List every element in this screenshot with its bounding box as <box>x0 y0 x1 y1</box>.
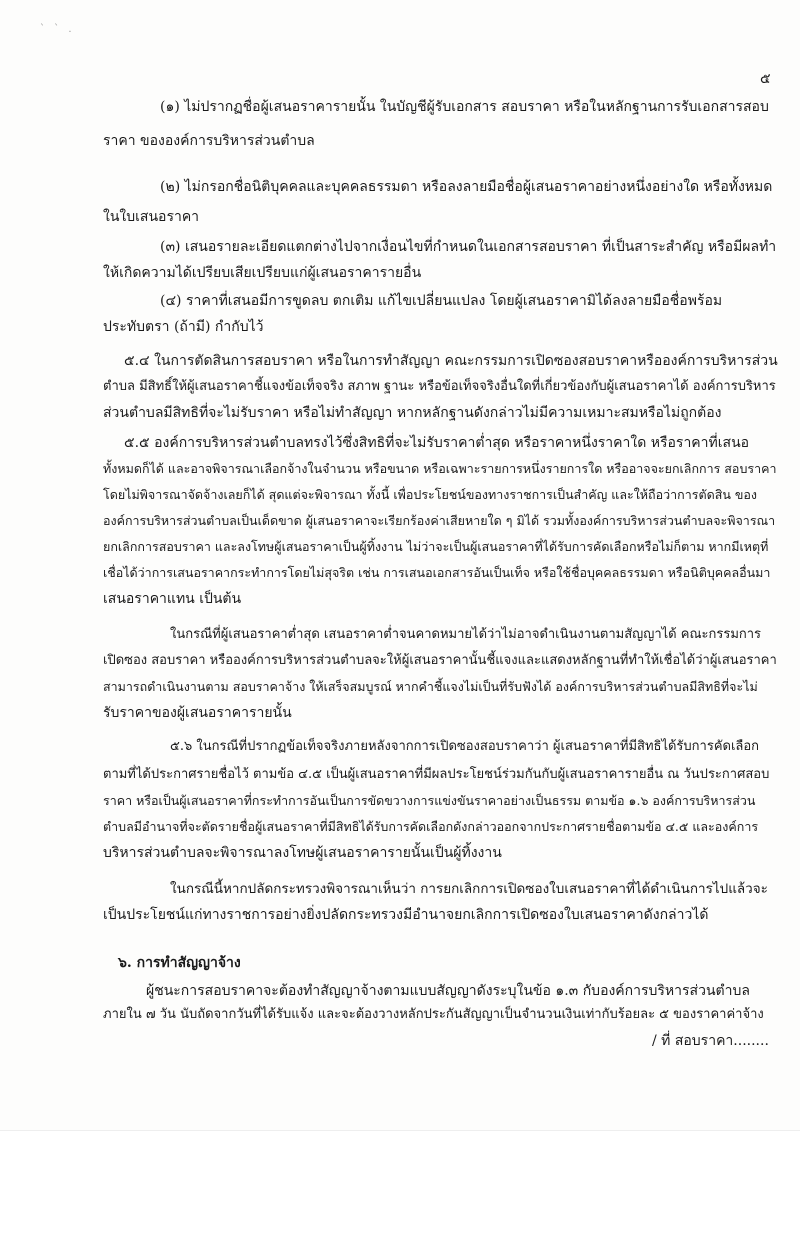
text-line: ๕.๔ ในการตัดสินการสอบราคา หรือในการทำสัญญา คณะกรรมการเปิดซองสอบราคาหรือองค์การบริหารส่วน <box>124 353 778 369</box>
text-line: เป็นประโยชน์แก่ทางราชการอย่างยิ่งปลัดกระทรวงมีอำนาจยกเลิกการเปิดซองใบเสนอราคาดังกล่าวได้ <box>103 907 709 923</box>
text-line: ๕.๕ องค์การบริหารส่วนตำบลทรงไว้ซึ่งสิทธิที่จะไม่รับราคาต่ำสุด หรือราคาหนึ่งราคาใด หรือราคาที่เสนอ <box>124 435 750 451</box>
text-line: ตำบลมีอำนาจที่จะตัดรายชื่อผู้เสนอราคาที่มีสิทธิได้รับการคัดเลือกดังกล่าวออกจากประกาศรายชื่อตามข้อ ๔.๕ และองค์การ <box>103 819 759 834</box>
text-line: (๑) ไม่ปรากฏชื่อผู้เสนอราคารายนั้น ในบัญชีผู้รับเอกสาร สอบราคา หรือในหลักฐานการรับเอกสารสอบ <box>160 99 769 115</box>
text-line: สามารถดำเนินงานตาม สอบราคาจ้าง ให้เสร็จสมบูรณ์ หากคำชี้แจงไม่เป็นที่รับฟังได้ องค์การบริหารส่วนตำบลมีสิทธิที่จะไม่ <box>103 679 758 694</box>
text-line: ภายใน ๗ วัน นับถัดจากวันที่ได้รับแจ้ง และจะต้องวางหลักประกันสัญญาเป็นจำนวนเงินเท่ากับร้อยละ ๕ ของราคาค่าจ้าง <box>103 1007 764 1022</box>
text-line: เสนอราคาแทน เป็นต้น <box>103 591 242 607</box>
text-line: เชื่อได้ว่าการเสนอราคากระทำการโดยไม่สุจริต เช่น การเสนอเอกสารอันเป็นเท็จ หรือใช้ชื่อบุคคลธรรมดา หรือนิติบุคคลอื่นมา <box>103 565 771 580</box>
text-line: เปิดซอง สอบราคา หรือองค์การบริหารส่วนตำบลจะให้ผู้เสนอราคานั้นชี้แจงและแสดงหลักฐานที่ทำให้เชื่อได้ว่าผู้เสนอราคา <box>103 653 777 668</box>
page-edge <box>0 1130 800 1131</box>
text-line: ผู้ชนะการสอบราคาจะต้องทำสัญญาจ้างตามแบบสัญญาดังระบุในข้อ ๑.๓ กับองค์การบริหารส่วนตำบล <box>146 983 750 999</box>
continuation-note: / ที่ สอบราคา........ <box>652 1033 769 1049</box>
scan-corner-mark: ` ` . <box>40 24 75 35</box>
text-line: ตามที่ได้ประกาศรายชื่อไว้ ตามข้อ ๔.๕ เป็นผู้เสนอราคาที่มีผลประโยชน์ร่วมกันกับผู้เสนอราคารายอื่น ณ วันประกาศสอบ <box>103 767 770 782</box>
text-line: บริหารส่วนตำบลจะพิจารณาลงโทษผู้เสนอราคารายนั้นเป็นผู้ทิ้งงาน <box>103 845 502 861</box>
section-heading: ๖. การทำสัญญาจ้าง <box>118 955 241 971</box>
text-line: รับราคาของผู้เสนอราคารายนั้น <box>103 705 292 721</box>
text-line: โดยไม่พิจารณาจัดจ้างเลยก็ได้ สุดแต่จะพิจารณา ทั้งนี้ เพื่อประโยชน์ของทางราชการเป็นสำคัญ และให้ถือว่าการตัดสิน ของ <box>103 487 757 502</box>
page-number: ๕ <box>760 71 771 87</box>
text-line: ในกรณีนี้หากปลัดกระทรวงพิจารณาเห็นว่า การยกเลิกการเปิดซองใบเสนอราคาที่ได้ดำเนินการไปแล้วจะ <box>170 881 768 897</box>
text-line: (๒) ไม่กรอกชื่อนิติบุคคลและบุคคลธรรมดา หรือลงลายมือชื่อผู้เสนอราคาอย่างหนึ่งอย่างใด หรือทั้งหมด <box>160 179 773 195</box>
text-line: ประทับตรา (ถ้ามี) กำกับไว้ <box>103 319 264 335</box>
text-line: (๔) ราคาที่เสนอมีการขูดลบ ตกเติม แก้ไขเปลี่ยนแปลง โดยผู้เสนอราคามิได้ลงลายมือชื่อพร้อม <box>160 293 723 309</box>
text-line: (๓) เสนอรายละเอียดแตกต่างไปจากเงื่อนไขที่กำหนดในเอกสารสอบราคา ที่เป็นสาระสำคัญ หรือมีผลทำ <box>160 239 777 255</box>
text-line: ส่วนตำบลมีสิทธิที่จะไม่รับราคา หรือไม่ทำสัญญา หากหลักฐานดังกล่าวไม่มีความเหมาะสมหรือไม่ถูกต้อง <box>103 405 722 421</box>
text-line: ทั้งหมดก็ได้ และอาจพิจารณาเลือกจ้างในจำนวน หรือขนาด หรือเฉพาะรายการหนึ่งรายการใด หรืออาจจะยกเลิกการ สอบราคา <box>103 461 777 476</box>
text-line: ราคา หรือเป็นผู้เสนอราคาที่กระทำการอันเป็นการขัดขวางการแข่งขันราคาอย่างเป็นธรรม ตามข้อ ๑.๖ องค์การบริหารส่วน <box>103 793 756 808</box>
text-line: ๕.๖ ในกรณีที่ปรากฏข้อเท็จจริงภายหลังจากการเปิดซองสอบราคาว่า ผู้เสนอราคาที่มีสิทธิได้รับการคัดเลือก <box>170 739 760 754</box>
text-line: ในใบเสนอราคา <box>103 209 200 225</box>
text-line: ราคา ขององค์การบริหารส่วนตำบล <box>103 133 315 149</box>
text-line: ยกเลิกการสอบราคา และลงโทษผู้เสนอราคาเป็นผู้ทิ้งงาน ไม่ว่าจะเป็นผู้เสนอราคาที่ได้รับการคัดเลือกหรือไม่ก็ตาม หากมีเหตุที่ <box>103 539 769 554</box>
text-line: ในกรณีที่ผู้เสนอราคาต่ำสุด เสนอราคาต่ำจนคาดหมายได้ว่าไม่อาจดำเนินงานตามสัญญาได้ คณะกรรมการ <box>170 627 762 642</box>
text-line: องค์การบริหารส่วนตำบลเป็นเด็ดขาด ผู้เสนอราคาจะเรียกร้องค่าเสียหายใด ๆ มิได้ รวมทั้งองค์การบริหารส่วนตำบลจะพิจารณา <box>103 513 776 528</box>
text-line: ให้เกิดความได้เปรียบเสียเปรียบแก่ผู้เสนอราคารายอื่น <box>103 265 422 281</box>
text-line: ตำบล มีสิทธิ์ให้ผู้เสนอราคาชี้แจงข้อเท็จจริง สภาพ ฐานะ หรือข้อเท็จจริงอื่นใดที่เกี่ยวข้องกับผู้เสนอราคาได้ องค์การบริหาร <box>103 379 776 394</box>
